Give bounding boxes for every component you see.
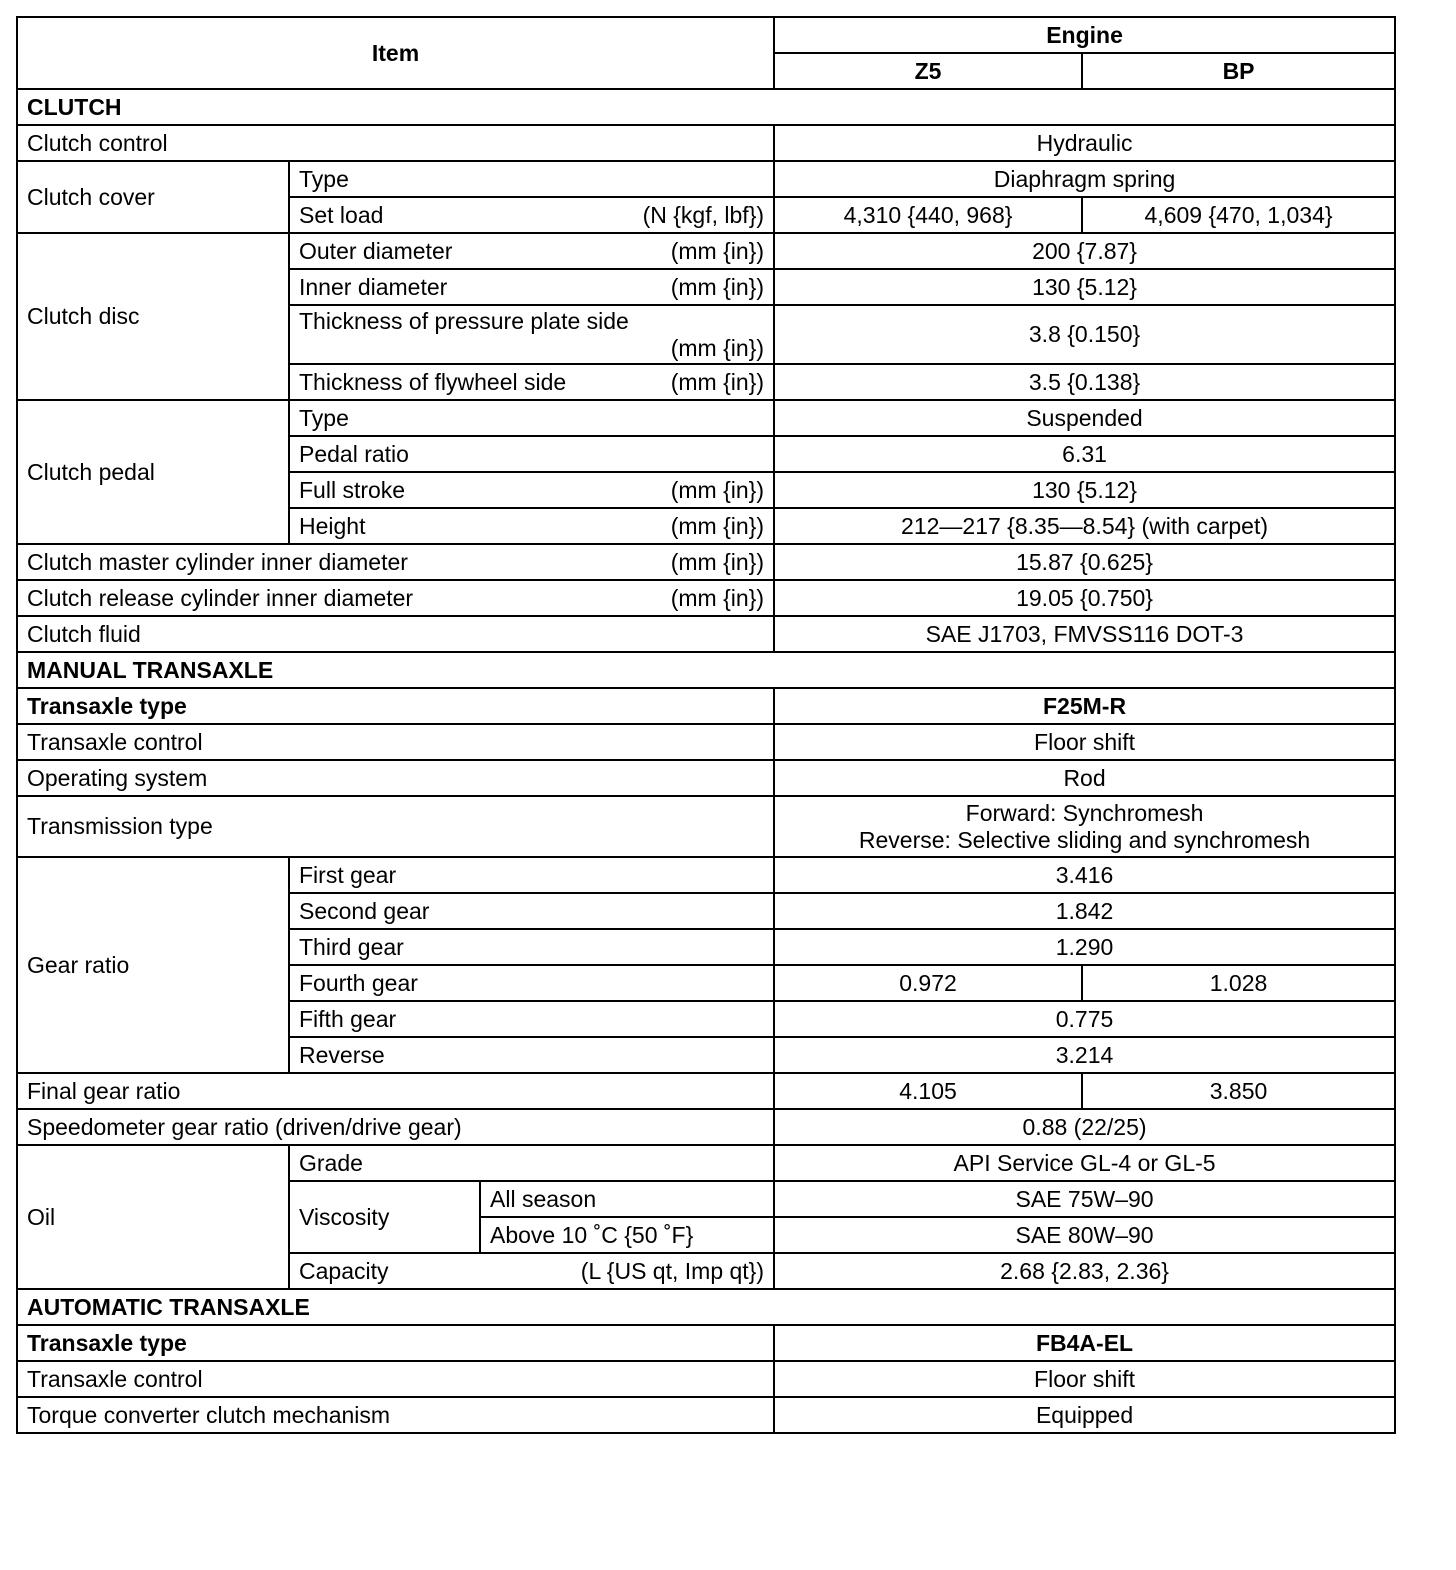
value-line: Reverse: Selective sliding and synchromesh (858, 826, 1311, 853)
table-row (17, 580, 1395, 616)
row-value: 6.31 (774, 436, 1395, 472)
unit-text: (mm {in}) (670, 548, 765, 575)
unit-text: (mm {in}) (670, 512, 765, 539)
row-label: Transaxle type (17, 688, 774, 724)
unit-text: (mm {in}) (670, 584, 765, 611)
label-text: Thickness of flywheel side (299, 368, 567, 395)
section-row (17, 1289, 1395, 1325)
row-value: 19.05 {0.750} (774, 580, 1395, 616)
row-value: API Service GL-4 or GL-5 (774, 1145, 1395, 1181)
row-label: Reverse (289, 1037, 774, 1073)
row-label: Transaxle type (17, 1325, 774, 1361)
row-value: 1.842 (774, 893, 1395, 929)
row-value: 15.87 {0.625} (774, 544, 1395, 580)
row-value: 0.88 (22/25) (774, 1109, 1395, 1145)
label-text: Capacity (299, 1257, 389, 1284)
bp-header: BP (1082, 53, 1395, 89)
row-value: Floor shift (774, 1361, 1395, 1397)
table-row (17, 724, 1395, 760)
subgroup-label: Viscosity (289, 1181, 480, 1253)
unit-text: (mm {in}) (670, 476, 765, 503)
table-row (17, 161, 1395, 197)
row-value: SAE 80W–90 (774, 1217, 1395, 1253)
row-label (289, 305, 774, 364)
row-label: Second gear (289, 893, 774, 929)
row-value: Diaphragm spring (774, 161, 1395, 197)
engine-header: Engine (774, 17, 1395, 53)
row-value: 3.214 (774, 1037, 1395, 1073)
label-text: Set load (299, 201, 384, 228)
row-value: SAE 75W–90 (774, 1181, 1395, 1217)
row-label (289, 197, 774, 233)
row-label: Clutch control (17, 125, 774, 161)
row-label: Final gear ratio (17, 1073, 774, 1109)
group-label: Clutch pedal (17, 400, 289, 544)
table-row (17, 125, 1395, 161)
bp-value: 4,609 {470, 1,034} (1082, 197, 1395, 233)
row-label: Torque converter clutch mechanism (17, 1397, 774, 1433)
z5-header: Z5 (774, 53, 1082, 89)
spec-table (16, 16, 1396, 1434)
table-row (17, 1109, 1395, 1145)
row-value: 212—217 {8.35—8.54} (with carpet) (774, 508, 1395, 544)
row-label: Third gear (289, 929, 774, 965)
label-text: Inner diameter (299, 273, 448, 300)
item-header: Item (17, 17, 774, 89)
row-label: Type (289, 161, 774, 197)
row-value: FB4A-EL (774, 1325, 1395, 1361)
table-row (17, 616, 1395, 652)
row-label (17, 544, 774, 580)
row-label: Pedal ratio (289, 436, 774, 472)
row-value: Hydraulic (774, 125, 1395, 161)
row-label: First gear (289, 857, 774, 893)
row-value: Rod (774, 760, 1395, 796)
z5-value: 4.105 (774, 1073, 1082, 1109)
table-row (17, 1361, 1395, 1397)
stacked-label (299, 308, 764, 361)
table-row (17, 400, 1395, 436)
row-label: Transmission type (17, 796, 774, 857)
bp-value: 3.850 (1082, 1073, 1395, 1109)
row-label (289, 364, 774, 400)
table-row (17, 1073, 1395, 1109)
row-value: Floor shift (774, 724, 1395, 760)
row-value: 1.290 (774, 929, 1395, 965)
group-label: Clutch cover (17, 161, 289, 233)
table-row (17, 1397, 1395, 1433)
table-row (17, 233, 1395, 269)
row-label (289, 508, 774, 544)
unit-text: (mm {in}) (670, 334, 765, 361)
unit-text: (mm {in}) (670, 368, 765, 395)
section-automatic: AUTOMATIC TRANSAXLE (17, 1289, 1395, 1325)
table-row (17, 1325, 1395, 1361)
row-label: Speedometer gear ratio (driven/drive gear) (17, 1109, 774, 1145)
row-label: Fifth gear (289, 1001, 774, 1037)
row-label: Transaxle control (17, 724, 774, 760)
z5-value: 0.972 (774, 965, 1082, 1001)
row-label (289, 1253, 774, 1289)
row-value: 200 {7.87} (774, 233, 1395, 269)
value-line: Forward: Synchromesh (965, 800, 1204, 827)
row-value: F25M-R (774, 688, 1395, 724)
label-text: Thickness of pressure plate side (299, 308, 629, 335)
row-label: Transaxle control (17, 1361, 774, 1397)
label-text: Clutch master cylinder inner diameter (27, 548, 408, 575)
section-row (17, 652, 1395, 688)
group-label: Gear ratio (17, 857, 289, 1073)
row-value: 3.416 (774, 857, 1395, 893)
table-row (17, 544, 1395, 580)
row-value: 0.775 (774, 1001, 1395, 1037)
row-label (289, 269, 774, 305)
row-label: Fourth gear (289, 965, 774, 1001)
header-row (17, 17, 1395, 53)
row-value: SAE J1703, FMVSS116 DOT-3 (774, 616, 1395, 652)
table-row (17, 796, 1395, 857)
group-label: Oil (17, 1145, 289, 1289)
table-row (17, 857, 1395, 893)
row-label (289, 233, 774, 269)
row-label: Above 10 ˚C {50 ˚F} (480, 1217, 774, 1253)
row-value: 3.8 {0.150} (774, 305, 1395, 364)
unit-text: (mm {in}) (670, 237, 765, 264)
label-text: Clutch release cylinder inner diameter (27, 584, 414, 611)
label-text: Full stroke (299, 476, 406, 503)
label-text: Outer diameter (299, 237, 453, 264)
z5-value: 4,310 {440, 968} (774, 197, 1082, 233)
table-row (17, 688, 1395, 724)
row-value: Equipped (774, 1397, 1395, 1433)
row-label: Grade (289, 1145, 774, 1181)
section-row (17, 89, 1395, 125)
table-row (17, 1145, 1395, 1181)
row-label (289, 472, 774, 508)
row-value: 3.5 {0.138} (774, 364, 1395, 400)
section-clutch: CLUTCH (17, 89, 1395, 125)
row-value: Suspended (774, 400, 1395, 436)
table-row (17, 760, 1395, 796)
row-label: Type (289, 400, 774, 436)
group-label: Clutch disc (17, 233, 289, 400)
row-label: All season (480, 1181, 774, 1217)
bp-value: 1.028 (1082, 965, 1395, 1001)
row-label: Operating system (17, 760, 774, 796)
row-value: 130 {5.12} (774, 472, 1395, 508)
row-label: Clutch fluid (17, 616, 774, 652)
row-value: 2.68 {2.83, 2.36} (774, 1253, 1395, 1289)
row-value (774, 796, 1395, 857)
section-manual: MANUAL TRANSAXLE (17, 652, 1395, 688)
unit-text: (L {US qt, Imp qt}) (580, 1257, 765, 1284)
label-text: Height (299, 512, 366, 539)
row-label (17, 580, 774, 616)
row-value: 130 {5.12} (774, 269, 1395, 305)
unit-text: (mm {in}) (670, 273, 765, 300)
unit-text: (N {kgf, lbf}) (642, 201, 765, 228)
